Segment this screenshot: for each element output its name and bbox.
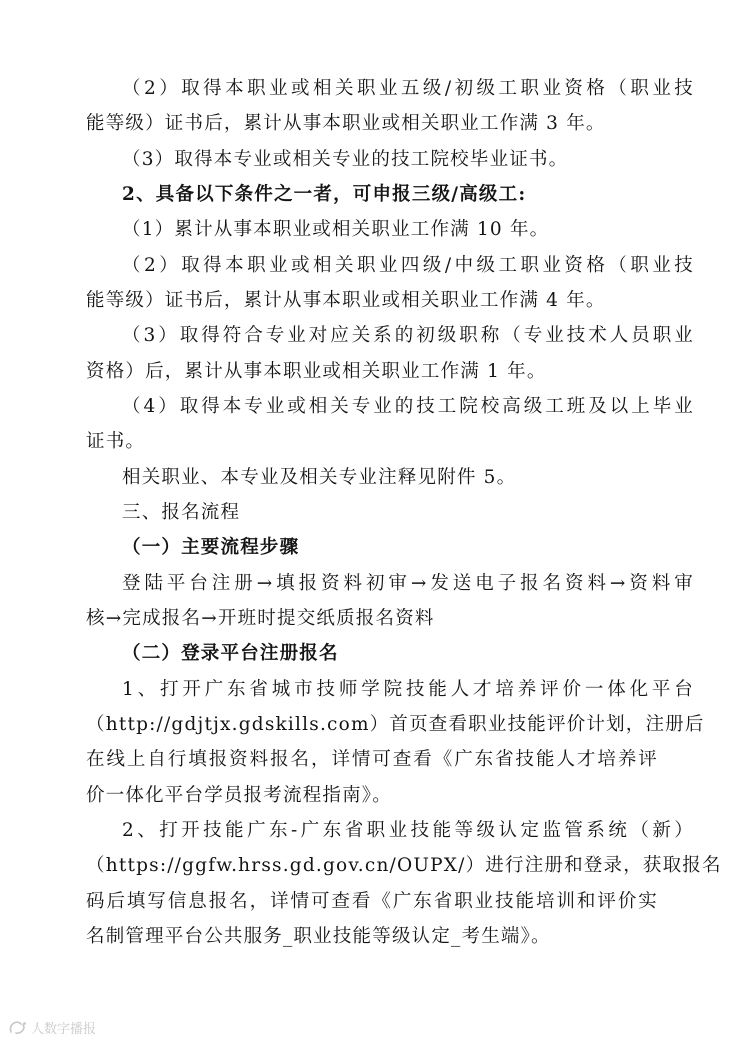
watermark-text: 人数字播报 (31, 1022, 97, 1037)
text-line: 1、打开广东省城市技师学院技能人才培养评价一体化平台 (122, 679, 694, 700)
text-line: 核→完成报名→开班时提交纸质报名资料 (86, 608, 435, 629)
text-line: 资格）后，累计从事本职业或相关职业工作满 1 年。 (86, 361, 547, 382)
text-line: （2）取得本职业或相关职业五级/初级工职业资格（职业技 (122, 78, 694, 99)
text-line: （1）累计从事本职业或相关职业工作满 10 年。 (122, 219, 550, 240)
text-line: 相关职业、本专业及相关专业注释见附件 5。 (122, 467, 517, 488)
text-line: （https://ggfw.hrss.gd.gov.cn/OUPX/）进行注册和登录，获取报名 (86, 855, 722, 876)
text-line: 名制管理平台公共服务_职业技能等级认定_考生端》。 (86, 926, 551, 947)
watermark (8, 1018, 96, 1037)
section-subheading: （二）登录平台注册报名 (122, 643, 339, 664)
text-line: （http://gdjtjx.gdskills.com）首页查看职业技能评价计划，注册后 (86, 714, 705, 735)
text-line: 码后填写信息报名，详情可查看《广东省职业技能培训和评价实 (86, 891, 658, 912)
text-line: 证书。 (86, 431, 146, 452)
section-subheading: 2、具备以下条件之一者，可申报三级/高级工: (122, 184, 527, 205)
text-line: （4）取得本专业或相关专业的技工院校高级工班及以上毕业 (122, 396, 694, 417)
section-subheading: （一）主要流程步骤 (122, 537, 300, 558)
text-line: 能等级）证书后，累计从事本职业或相关职业工作满 4 年。 (86, 290, 606, 311)
text-line: 能等级）证书后，累计从事本职业或相关职业工作满 3 年。 (86, 113, 606, 134)
text-line: 价一体化平台学员报考流程指南》。 (86, 785, 392, 806)
text-line: 2、打开技能广东-广东省职业技能等级认定监管系统（新） (122, 820, 694, 841)
text-line: 在线上自行填报资料报名，详情可查看《广东省技能人才培养评 (86, 749, 658, 770)
text-line: 登陆平台注册→填报资料初审→发送电子报名资料→资料审 (122, 573, 694, 594)
text-line: （3）取得符合专业对应关系的初级职称（专业技术人员职业 (122, 325, 694, 346)
text-line: （3）取得本专业或相关专业的技工院校毕业证书。 (122, 149, 569, 170)
section-heading: 三、报名流程 (122, 502, 241, 523)
watermark-logo-icon (8, 1020, 28, 1036)
text-line: （2）取得本职业或相关职业四级/中级工职业资格（职业技 (122, 255, 694, 276)
